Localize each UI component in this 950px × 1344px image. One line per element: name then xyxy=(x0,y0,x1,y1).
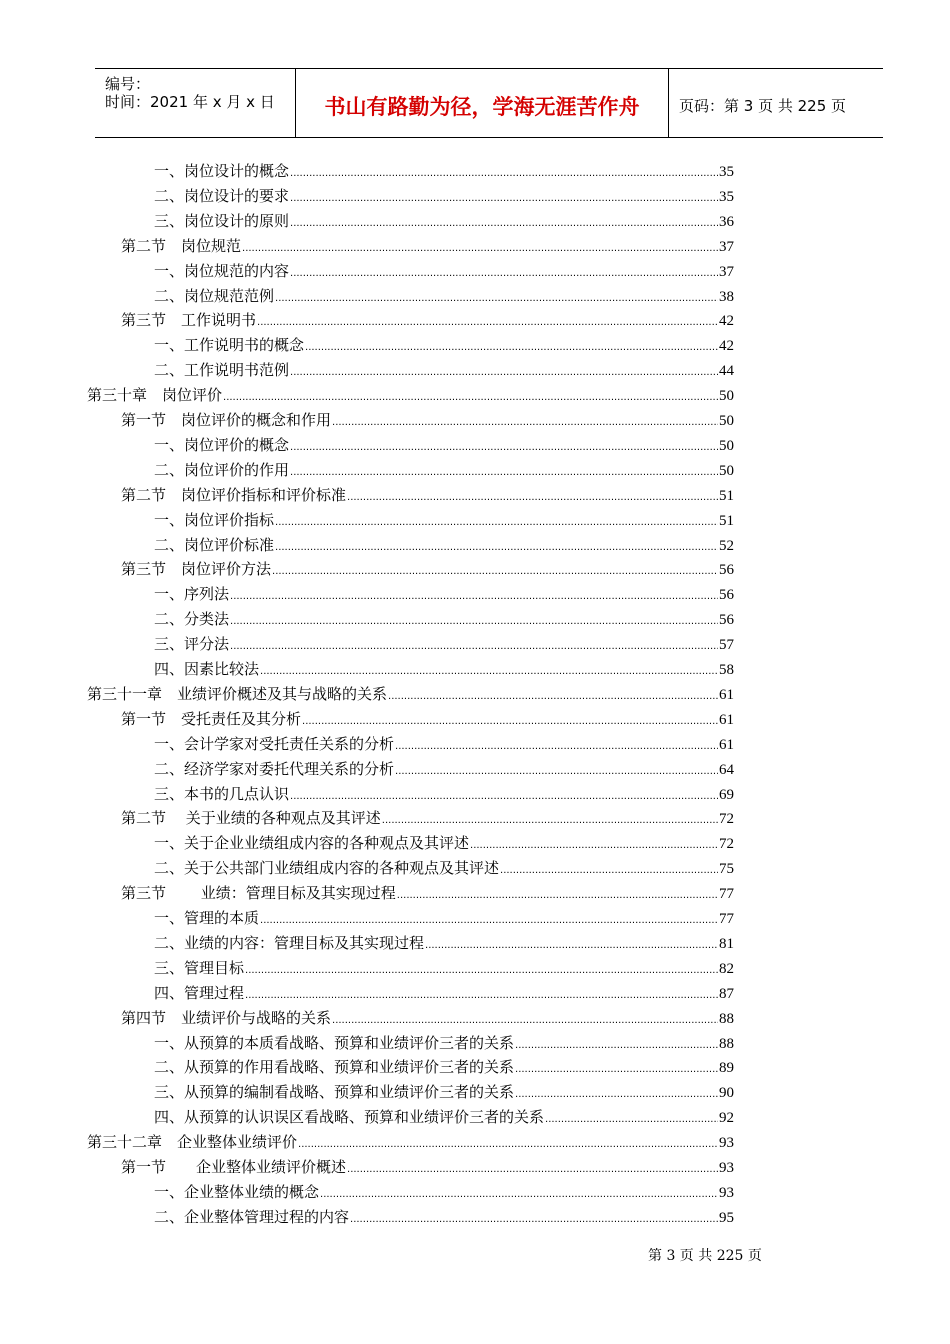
toc-entry-page-number: 56 xyxy=(719,587,734,604)
toc-entry[interactable] xyxy=(154,1180,734,1205)
document-time-label: 时间：2021 年 x 月 x 日 xyxy=(105,93,275,111)
toc-dot-leader xyxy=(515,1057,718,1082)
toc-entry-page-number: 69 xyxy=(719,786,734,803)
toc-entry[interactable] xyxy=(154,632,734,657)
toc-entry-page-number: 51 xyxy=(719,487,734,504)
toc-entry-title: 一、会计学家对受托责任关系的分析 xyxy=(154,734,395,753)
toc-entry-title: 一、岗位评价的概念 xyxy=(154,435,290,454)
toc-entry-title: 第三节 岗位评价方法 xyxy=(121,560,272,579)
toc-entry[interactable] xyxy=(121,881,734,906)
toc-entry-title: 第三节 工作说明书 xyxy=(121,311,257,330)
toc-entry[interactable] xyxy=(154,433,734,458)
toc-dot-leader xyxy=(290,261,718,286)
toc-dot-leader xyxy=(302,709,718,734)
toc-entry-page-number: 61 xyxy=(719,736,734,753)
toc-entry-page-number: 61 xyxy=(719,711,734,728)
toc-entry-title: 一、工作说明书的概念 xyxy=(154,336,305,355)
toc-entry-page-number: 37 xyxy=(719,238,734,255)
toc-entry[interactable] xyxy=(154,906,734,931)
toc-entry-title: 一、岗位规范的内容 xyxy=(154,261,290,280)
toc-entry[interactable] xyxy=(154,831,734,856)
toc-dot-leader xyxy=(275,510,718,535)
toc-dot-leader xyxy=(257,310,718,335)
toc-dot-leader xyxy=(230,584,718,609)
toc-dot-leader xyxy=(347,485,718,510)
toc-entry[interactable] xyxy=(154,956,734,981)
toc-entry-title: 第一节 岗位评价的概念和作用 xyxy=(121,411,332,429)
toc-entry-title: 三、从预算的编制看战略、预算和业绩评价三者的关系 xyxy=(154,1083,515,1102)
toc-dot-leader xyxy=(350,1207,718,1232)
toc-entry[interactable] xyxy=(121,234,734,259)
toc-dot-leader xyxy=(272,559,718,584)
header-motto: 书山有路勤为径，学海无涯苦作舟 xyxy=(324,95,640,119)
toc-entry[interactable] xyxy=(154,358,734,383)
toc-entry-title: 一、从预算的本质看战略、预算和业绩评价三者的关系 xyxy=(154,1033,515,1052)
toc-dot-leader xyxy=(275,535,718,560)
toc-entry-title: 一、岗位评价指标 xyxy=(154,510,275,529)
header-page-info: 页码：第 3 页 共 225 页 xyxy=(679,97,847,115)
toc-entry[interactable] xyxy=(154,607,734,632)
toc-entry-page-number: 81 xyxy=(719,935,734,952)
toc-entry-title: 二、关于公共部门业绩组成内容的各种观点及其评述 xyxy=(154,859,500,878)
toc-dot-leader xyxy=(298,1132,718,1157)
toc-entry-title: 二、工作说明书范例 xyxy=(154,361,290,380)
toc-dot-leader xyxy=(260,908,718,933)
toc-dot-leader xyxy=(332,410,718,435)
toc-entry[interactable] xyxy=(154,1031,734,1056)
toc-entry-page-number: 88 xyxy=(719,1035,734,1052)
toc-dot-leader xyxy=(397,883,718,908)
toc-dot-leader xyxy=(395,759,718,784)
toc-dot-leader xyxy=(290,211,718,236)
toc-entry-title: 二、业绩的内容：管理目标及其实现过程 xyxy=(154,933,425,952)
toc-entry-page-number: 50 xyxy=(719,437,734,454)
toc-entry-page-number: 51 xyxy=(719,512,734,529)
toc-entry-title: 四、从预算的认识误区看战略、预算和业绩评价三者的关系 xyxy=(154,1108,545,1127)
toc-entry-page-number: 93 xyxy=(719,1160,734,1176)
toc-dot-leader xyxy=(332,1008,718,1033)
toc-entry[interactable] xyxy=(121,483,734,508)
toc-entry-page-number: 93 xyxy=(719,1184,734,1201)
toc-entry-title: 第一节 企业整体业绩评价概述 xyxy=(121,1158,347,1176)
toc-entry[interactable] xyxy=(121,707,734,732)
toc-entry[interactable] xyxy=(154,508,734,533)
toc-dot-leader xyxy=(290,460,718,485)
toc-entry-page-number: 56 xyxy=(719,562,734,579)
toc-entry[interactable] xyxy=(154,1105,734,1130)
toc-dot-leader xyxy=(515,1033,718,1058)
toc-entry[interactable] xyxy=(121,308,734,333)
toc-entry[interactable] xyxy=(154,856,734,881)
toc-entry[interactable] xyxy=(154,259,734,284)
toc-entry-page-number: 72 xyxy=(719,811,734,828)
toc-entry[interactable] xyxy=(154,458,734,483)
toc-entry-title: 四、因素比较法 xyxy=(154,660,260,678)
toc-entry[interactable] xyxy=(154,1080,734,1105)
toc-entry-title: 二、岗位评价的作用 xyxy=(154,460,290,479)
toc-dot-leader xyxy=(290,186,718,211)
toc-entry-page-number: 61 xyxy=(719,686,734,703)
toc-dot-leader xyxy=(245,958,718,983)
toc-entry-title: 二、企业整体管理过程的内容 xyxy=(154,1207,350,1226)
toc-entry[interactable] xyxy=(121,1155,734,1180)
toc-dot-leader xyxy=(320,1182,718,1207)
page-footer: 第 3 页 共 225 页 xyxy=(648,1248,762,1264)
toc-dot-leader xyxy=(515,1082,718,1107)
toc-entry-page-number: 36 xyxy=(719,213,734,230)
toc-dot-leader xyxy=(230,609,718,634)
toc-entry-page-number: 88 xyxy=(719,1010,734,1027)
toc-entry[interactable] xyxy=(154,284,734,309)
toc-entry[interactable] xyxy=(87,682,734,707)
toc-entry-title: 第三十二章 企业整体业绩评价 xyxy=(87,1133,298,1152)
toc-entry-page-number: 64 xyxy=(719,761,734,778)
toc-entry-title: 二、从预算的作用看战略、预算和业绩评价三者的关系 xyxy=(154,1058,515,1077)
toc-entry-title: 第二节 关于业绩的各种观点及其评述 xyxy=(121,809,381,828)
toc-entry[interactable] xyxy=(121,806,734,831)
document-header xyxy=(95,68,883,138)
toc-entry-page-number: 35 xyxy=(719,164,734,180)
toc-entry-title: 一、关于企业业绩组成内容的各种观点及其评述 xyxy=(154,834,470,853)
toc-dot-leader xyxy=(290,161,718,186)
toc-entry-page-number: 35 xyxy=(719,188,734,205)
toc-dot-leader xyxy=(245,983,718,1008)
toc-entry[interactable] xyxy=(154,931,734,956)
toc-dot-leader xyxy=(425,933,718,958)
toc-entry-page-number: 56 xyxy=(719,612,734,629)
toc-entry-page-number: 37 xyxy=(719,263,734,280)
toc-entry-title: 第四节 业绩评价与战略的关系 xyxy=(121,1008,332,1027)
toc-dot-leader xyxy=(223,385,718,410)
toc-entry-page-number: 42 xyxy=(719,313,734,330)
toc-entry[interactable] xyxy=(121,408,734,433)
toc-entry-title: 一、管理的本质 xyxy=(154,909,260,927)
toc-entry[interactable] xyxy=(154,757,734,782)
toc-entry[interactable] xyxy=(154,1055,734,1080)
toc-dot-leader xyxy=(305,335,718,360)
toc-dot-leader xyxy=(242,236,718,261)
toc-entry[interactable] xyxy=(154,732,734,757)
toc-entry-title: 二、岗位评价标准 xyxy=(154,535,275,554)
toc-entry-page-number: 42 xyxy=(719,338,734,355)
toc-entry-page-number: 38 xyxy=(719,288,734,305)
toc-entry-page-number: 90 xyxy=(719,1085,734,1102)
toc-entry[interactable] xyxy=(154,209,734,234)
toc-entry-title: 三、本书的几点认识 xyxy=(154,784,290,803)
toc-entry-title: 三、岗位设计的原则 xyxy=(154,211,290,230)
toc-entry-title: 三、评分法 xyxy=(154,635,230,654)
toc-entry-page-number: 77 xyxy=(719,911,734,927)
toc-dot-leader xyxy=(290,435,718,460)
toc-dot-leader xyxy=(290,360,718,385)
toc-entry-title: 二、经济学家对委托代理关系的分析 xyxy=(154,759,395,778)
toc-entry[interactable] xyxy=(154,333,734,358)
toc-entry-page-number: 50 xyxy=(719,462,734,479)
toc-dot-leader xyxy=(395,734,718,759)
toc-entry-title: 二、岗位规范范例 xyxy=(154,286,275,305)
toc-dot-leader xyxy=(260,659,718,684)
toc-entry[interactable] xyxy=(154,184,734,209)
toc-dot-leader xyxy=(290,784,718,809)
toc-entry-page-number: 44 xyxy=(719,363,734,380)
header-right-cell xyxy=(669,69,883,137)
document-code-label: 编号： xyxy=(105,75,151,93)
toc-entry-title: 一、序列法 xyxy=(154,585,230,604)
toc-entry[interactable] xyxy=(154,1205,734,1230)
toc-entry-page-number: 82 xyxy=(719,960,734,977)
toc-dot-leader xyxy=(545,1107,718,1132)
toc-entry-page-number: 95 xyxy=(719,1209,734,1226)
toc-entry[interactable] xyxy=(154,657,734,682)
toc-entry-page-number: 77 xyxy=(719,886,734,903)
toc-entry-page-number: 89 xyxy=(719,1060,734,1077)
toc-entry-title: 二、岗位设计的要求 xyxy=(154,186,290,205)
toc-entry-title: 第三十章 岗位评价 xyxy=(87,386,223,405)
toc-entry-title: 第三节 业绩：管理目标及其实现过程 xyxy=(121,884,396,903)
toc-entry[interactable] xyxy=(87,1130,734,1155)
toc-entry[interactable] xyxy=(154,981,734,1006)
toc-entry-title: 二、分类法 xyxy=(154,610,230,629)
toc-entry-page-number: 93 xyxy=(719,1135,734,1152)
toc-entry[interactable] xyxy=(121,557,734,582)
toc-entry-title: 第二节 岗位规范 xyxy=(121,236,242,255)
toc-dot-leader xyxy=(230,634,718,659)
toc-dot-leader xyxy=(382,808,718,833)
toc-dot-leader xyxy=(500,858,718,883)
toc-entry-title: 第一节 受托责任及其分析 xyxy=(121,709,302,728)
toc-entry-page-number: 57 xyxy=(719,637,734,654)
toc-entry-page-number: 58 xyxy=(719,662,734,678)
toc-dot-leader xyxy=(470,833,718,858)
toc-entry-title: 第二节 岗位评价指标和评价标准 xyxy=(121,485,347,504)
toc-dot-leader xyxy=(388,684,718,709)
toc-entry-page-number: 50 xyxy=(719,388,734,405)
toc-entry-title: 四、管理过程 xyxy=(154,983,245,1002)
toc-entry[interactable] xyxy=(154,782,734,807)
toc-entry-title: 一、企业整体业绩的概念 xyxy=(154,1182,320,1201)
toc-entry[interactable] xyxy=(87,383,734,408)
toc-entry-page-number: 87 xyxy=(719,985,734,1002)
toc-dot-leader xyxy=(347,1157,718,1182)
toc-dot-leader xyxy=(275,286,718,311)
toc-entry-title: 第三十一章 业绩评价概述及其与战略的关系 xyxy=(87,684,388,703)
toc-entry-page-number: 75 xyxy=(719,861,734,878)
toc-entry[interactable] xyxy=(154,159,734,184)
toc-entry-title: 三、管理目标 xyxy=(154,958,245,977)
toc-entry-page-number: 72 xyxy=(719,836,734,853)
toc-entry-title: 一、岗位设计的概念 xyxy=(154,162,290,180)
toc-entry-page-number: 92 xyxy=(719,1110,734,1127)
header-left-cell xyxy=(95,69,296,137)
toc-entry[interactable] xyxy=(121,1006,734,1031)
toc-entry[interactable] xyxy=(154,533,734,558)
toc-entry-page-number: 52 xyxy=(719,537,734,554)
toc-entry-page-number: 50 xyxy=(719,413,734,429)
toc-entry[interactable] xyxy=(154,582,734,607)
header-middle-cell xyxy=(296,69,669,137)
